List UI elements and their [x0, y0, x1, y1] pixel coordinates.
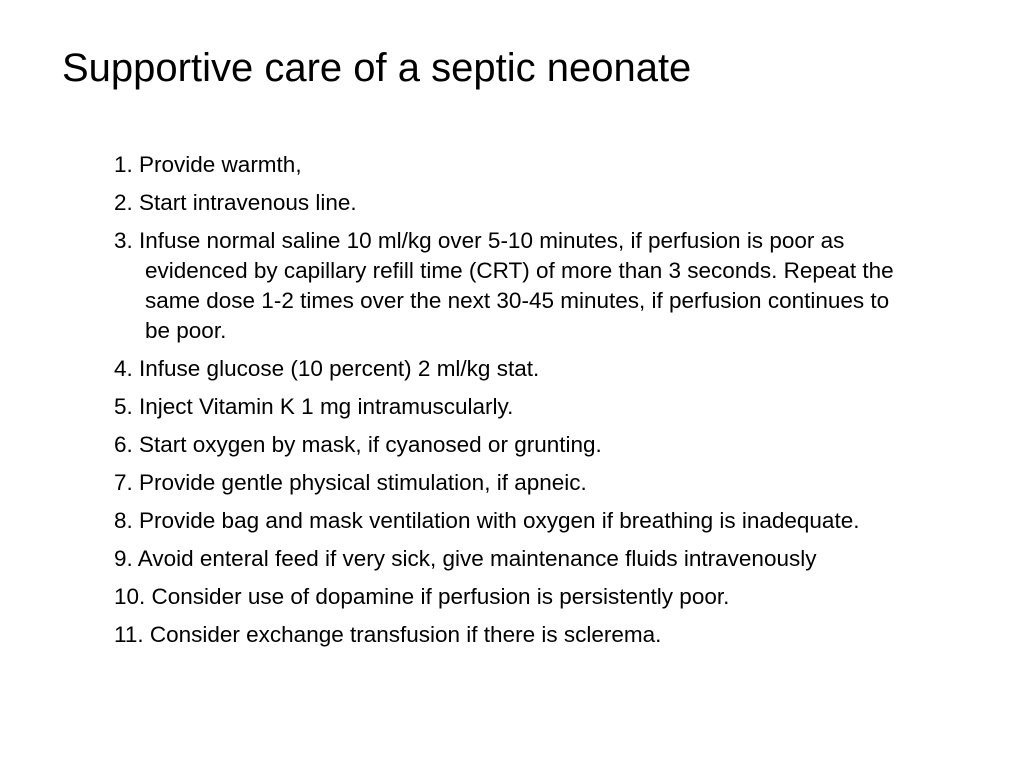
list-item: 2. Start intravenous line. — [114, 190, 357, 215]
list-item: 9. Avoid enteral feed if very sick, give maintenance fluids intravenously — [114, 546, 817, 571]
list-item: 8. Provide bag and mask ventilation with oxygen if breathing is inadequate. — [114, 508, 860, 533]
list-item: 3. Infuse normal saline 10 ml/kg over 5-10 minutes, if perfusion is poor as evidenced by capillary refill time (CRT) of more than 3 seconds. Repeat the same dose 1-2 times over the next 30-45 minutes, if perfusion continues to be poor. — [114, 228, 894, 343]
list-item: 4. Infuse glucose (10 percent) 2 ml/kg stat. — [114, 356, 540, 381]
care-steps-list — [114, 150, 914, 658]
slide-title: Supportive care of a septic neonate — [62, 46, 692, 90]
list-item: 1. Provide warmth, — [114, 152, 302, 177]
list-item: 6. Start oxygen by mask, if cyanosed or grunting. — [114, 432, 602, 457]
list-item: 11. Consider exchange transfusion if there is sclerema. — [114, 622, 662, 647]
list-item: 5. Inject Vitamin K 1 mg intramuscularly. — [114, 394, 514, 419]
list-item: 7. Provide gentle physical stimulation, if apneic. — [114, 470, 587, 495]
list-item: 10. Consider use of dopamine if perfusion is persistently poor. — [114, 584, 730, 609]
